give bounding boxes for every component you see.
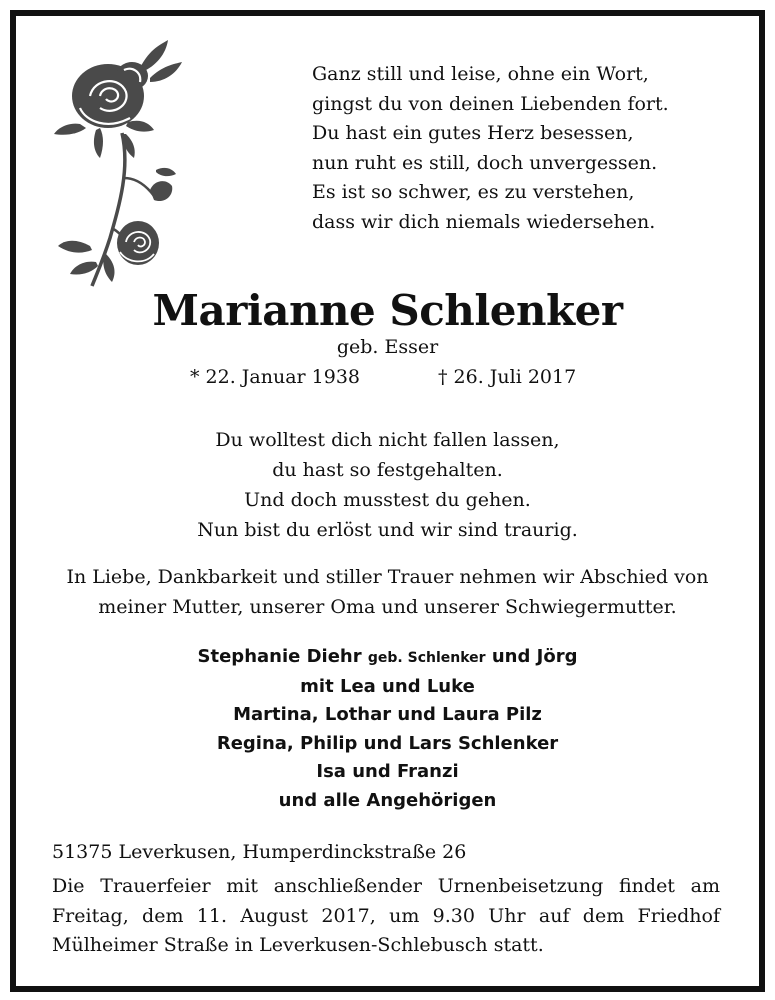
birth-name: geb. Esser: [336, 336, 439, 358]
address: 51375 Leverkusen, Humperdinckstraße 26: [52, 841, 467, 863]
mourner-partner: und Jörg: [485, 646, 578, 667]
poem-line: Es ist so schwer, es zu verstehen,: [312, 181, 635, 203]
service-line: Die Trauerfeier mit anschließender Urnenbeisetzung findet am: [52, 875, 720, 897]
mourner-line: mit Lea und Luke: [300, 675, 475, 697]
mourner-line: Martina, Lothar und Laura Pilz: [233, 704, 542, 726]
rose-ornament-icon: [50, 38, 190, 288]
mourner-birth-name: geb. Schlenker: [367, 650, 486, 666]
poem-line: nun ruht es still, doch unvergessen.: [312, 151, 658, 174]
deceased-name: Marianne Schlenker: [152, 286, 623, 335]
birth-date: * 22. Januar 1938: [190, 366, 361, 388]
farewell-line: meiner Mutter, unserer Oma und unserer Schwiegermutter.: [98, 596, 677, 618]
mourner-line: Regina, Philip und Lars Schlenker: [216, 732, 559, 754]
poem-line: Nun bist du erlöst und wir sind traurig.: [197, 519, 578, 541]
farewell-text: [0, 562, 775, 622]
mourner-line: [0, 643, 775, 673]
opening-poem: [312, 60, 732, 237]
poem-line: dass wir dich niemals wiedersehen.: [312, 210, 656, 233]
poem-line: gingst du von deinen Liebenden fort.: [312, 92, 669, 115]
farewell-line: In Liebe, Dankbarkeit und stiller Trauer nehmen wir Abschied von: [66, 566, 709, 588]
service-line: Mülheimer Straße in Leverkusen-Schlebusch statt.: [52, 934, 544, 956]
poem-line: Du hast ein gutes Herz besessen,: [312, 122, 634, 144]
mourner-name: Stephanie Diehr: [197, 646, 368, 667]
mourner-line: und alle Angehörigen: [278, 789, 497, 811]
poem-line: Du wolltest dich nicht fallen lassen,: [215, 429, 560, 451]
service-notice: [52, 872, 720, 961]
mourners-list: [0, 643, 775, 816]
service-line: Freitag, dem 11. August 2017, um 9.30 Uhr auf dem Friedhof: [52, 904, 720, 927]
poem-line: Und doch musstest du gehen.: [244, 489, 531, 511]
middle-poem: [0, 425, 775, 545]
mourner-line: Isa und Franzi: [316, 761, 459, 783]
poem-line: du hast so festgehalten.: [272, 459, 503, 481]
poem-line: Ganz still und leise, ohne ein Wort,: [312, 63, 649, 85]
death-date: † 26. Juli 2017: [438, 366, 577, 388]
